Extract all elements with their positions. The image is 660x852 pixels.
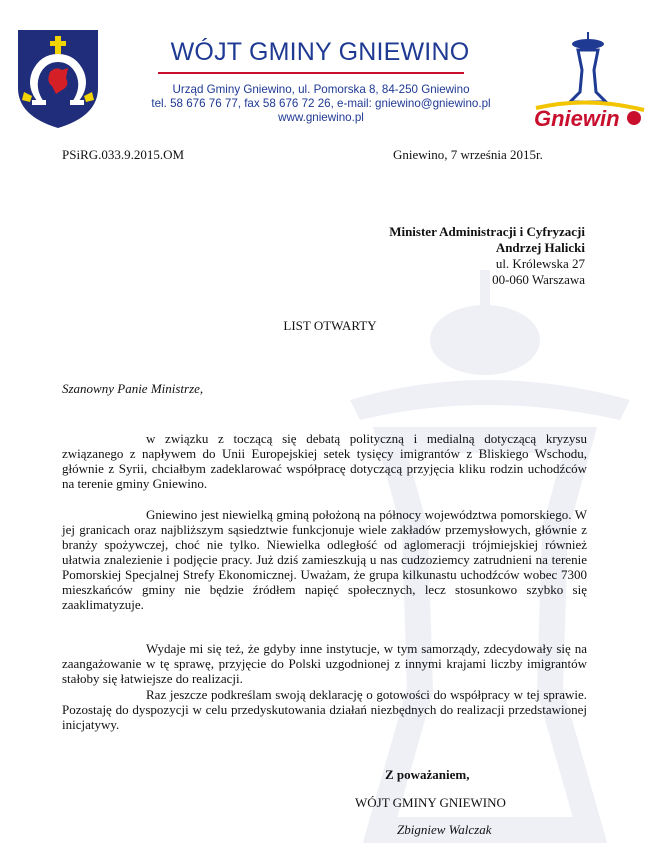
salutation: Szanowny Panie Ministrze,	[62, 381, 204, 396]
letterhead-contact: tel. 58 676 76 77, fax 58 676 72 26, e-mail: gniewino@gniewino.pl	[151, 97, 491, 110]
signer-name: Zbigniew Walczak	[397, 822, 492, 837]
letterhead-divider	[158, 72, 464, 74]
letterhead-address: Urząd Gminy Gniewino, ul. Pomorska 8, 84-250 Gniewino	[172, 83, 470, 96]
body-paragraph: w związku z toczącą się debatą polityczną i medialną dotyczącą kryzysu związanego z napływem do Unii Europejskiej setek tysięcy imigrantów z Bliskiego Wschodu, głównie z Syrii, chciałbym zadeklarować współpracę dotyczącą przyjęcia kliku rodzin uchodźców na terenie gminy Gniewino.	[62, 431, 587, 491]
signer-office: WÓJT GMINY GNIEWINO	[355, 795, 506, 810]
recipient-block	[389, 224, 585, 288]
letterhead-title: WÓJT GMINY GNIEWINO	[170, 38, 470, 66]
recipient-name: Andrzej Halicki	[495, 240, 585, 255]
recipient-street: ul. Królewska 27	[495, 256, 585, 271]
coat-of-arms-logo	[16, 28, 100, 130]
body-paragraph: Raz jeszcze podkreślam swoją deklarację o gotowości do współpracy w tej sprawie. Pozostaję do dyspozycji w celu przedyskutowania działań niezbędnych do realizacji przedstawionej inicjatywy.	[62, 687, 587, 732]
gniewino-brand-logo	[526, 30, 650, 130]
recipient-city: 00-060 Warszawa	[492, 272, 585, 287]
reference-number: PSiRG.033.9.2015.OM	[62, 147, 185, 162]
letter-subject: LIST OTWARTY	[283, 318, 377, 333]
closing-phrase: Z poważaniem,	[385, 767, 470, 782]
body-paragraph: Gniewino jest niewielką gminą położoną na północy województwa pomorskiego. W jej granicach oraz najbliższym sąsiedztwie funkcjonuje wiele zakładów przemysłowych, głównie z branży spożywczej, choć nie tylko. Niewielka odległość od aglomeracji trójmiejskiej również ułatwia znalezienie i podjęcie pracy. Już dziś zamieszkują u nas cudzoziemcy zatrudnieni na terenie Pomorskiej Specjalnej Strefy Ekonomicznej. Uważam, że grupa kilkunastu uchodźców wobec 7300 mieszkańców gminy nie będzie źródłem napięć społecznych, lecz stosunkowo szybko się zaaklimatyzuje.	[62, 507, 587, 612]
letterhead-website: www.gniewino.pl	[278, 111, 364, 124]
recipient-title: Minister Administracji i Cyfryzacji	[389, 224, 585, 239]
brand-logo-wordmark: Gniewin	[534, 106, 620, 130]
place-date: Gniewino, 7 września 2015r.	[393, 147, 543, 162]
body-paragraph: Wydaje mi się też, że gdyby inne instytucje, w tym samorządy, zdecydowały się na zaangażowanie w tę sprawę, przyjęcie do Polski uzgodnionej z innymi krajami liczby imigrantów stałoby się łatwiejsze do realizacji.	[62, 641, 587, 686]
